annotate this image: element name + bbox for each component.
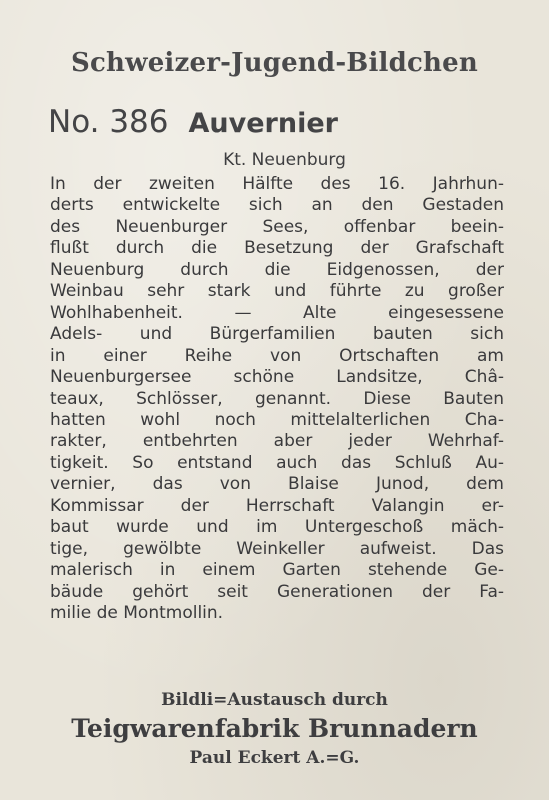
description-line: baut wurde und im Untergeschoß mäch- [50, 517, 504, 538]
description-line: hatten wohl noch mittelalterlichen Cha- [50, 409, 504, 430]
description-line: Wohlhabenheit. — Alte eingesessene [50, 302, 504, 323]
description-text [50, 174, 504, 625]
canton-label: Kt. Neuenburg [223, 150, 346, 170]
description-line: rakter, entbehrten aber jeder Wehrhaf- [50, 431, 504, 452]
description-line: bäude gehört seit Generationen der Fa- [50, 581, 504, 602]
description-line: flußt durch die Besetzung der Grafschaft [50, 238, 504, 259]
description-line: teaux, Schlösser, genannt. Diese Bauten [50, 388, 504, 409]
description-line: vernier, das von Blaise Junod, dem [50, 474, 504, 495]
manufacturer-name: Teigwarenfabrik Brunnadern [71, 714, 478, 743]
series-title: Schweizer-Jugend-Bildchen [71, 48, 478, 78]
description-line: des Neuenburger Sees, offenbar beein- [50, 216, 504, 237]
description-line: In der zweiten Hälfte des 16. Jahrhun- [50, 174, 504, 194]
description-line: in einer Reihe von Ortschaften am [50, 345, 504, 366]
description-line: derts entwickelte sich an den Gestaden [50, 195, 504, 216]
card-heading [48, 104, 338, 140]
description-line: tigkeit. So entstand auch das Schluß Au- [50, 452, 504, 473]
description-line: tige, gewölbte Weinkeller aufweist. Das [50, 538, 504, 559]
description-line: Neuenburgersee schöne Landsitze, Châ- [50, 367, 504, 388]
description-line: Kommissar der Herrschaft Valangin er- [50, 495, 504, 516]
description-line: Weinbau sehr stark und führte zu großer [50, 281, 504, 302]
description-line: milie de Montmollin. [50, 603, 224, 624]
company-name: Paul Eckert A.=G. [189, 748, 360, 768]
description-line: Neuenburg durch die Eidgenossen, der [50, 259, 504, 280]
place-name: Auvernier [188, 108, 338, 139]
description-line: Adels- und Bürgerfamilien bauten sich [50, 324, 504, 345]
description-line: malerisch in einem Garten stehende Ge- [50, 560, 504, 581]
card-number: No. 386 [48, 104, 169, 140]
exchange-note: Bildli=Austausch durch [161, 690, 388, 710]
